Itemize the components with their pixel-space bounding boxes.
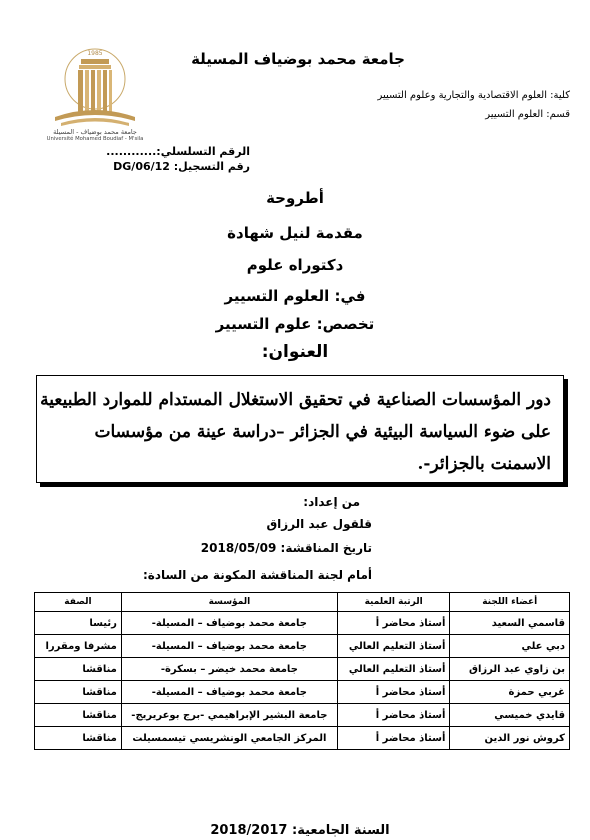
university-name: جامعة محمد بوضياف المسيلة	[191, 50, 405, 68]
member-institution: جامعة محمد بوضياف – المسيلة-	[121, 612, 337, 635]
member-name: غربي حمزة	[450, 681, 570, 704]
member-institution: جامعة محمد خيضر – بسكرة-	[121, 658, 337, 681]
member-role: مناقشا	[35, 704, 122, 727]
table-row	[35, 658, 570, 681]
member-institution: جامعة محمد بوضياف – المسيلة-	[121, 681, 337, 704]
thesis-field: في: العلوم التسيير	[224, 287, 366, 305]
table-row	[35, 635, 570, 658]
faculty-name: كلية: العلوم الاقتصادية والتجارية وعلوم التسيير	[377, 90, 570, 101]
thesis-title-line: الاسمنت بالجزائر-.	[417, 454, 551, 474]
defense-date: تاريخ المناقشة: 2018/05/09	[200, 541, 372, 555]
table-row	[35, 727, 570, 750]
logo-name-ar: جامعة محمد بوضياف - المسيلة	[53, 128, 137, 136]
table-row	[35, 681, 570, 704]
thesis-specialty: تخصص: علوم التسيير	[215, 315, 375, 333]
table-row	[35, 704, 570, 727]
academic-year: السنة الجامعية: 2018/2017	[210, 823, 390, 838]
thesis-type: أطروحة	[266, 189, 324, 207]
prepared-by-label: من إعداد:	[303, 495, 360, 509]
member-role: مناقشا	[35, 681, 122, 704]
thesis-title-line: على ضوء السياسة البيئية في الجزائر –دراسة عينة من مؤسسات	[94, 422, 551, 442]
member-institution: المركز الجامعي الونشريسي تيسمسيلت	[121, 727, 337, 750]
department-name: قسم: العلوم التسيير	[485, 109, 570, 120]
logo-name-fr: Université Mohamed Boudiaf - M'sila	[46, 136, 144, 142]
member-rank: أستاذ محاضر أ	[337, 727, 450, 750]
university-logo	[35, 45, 155, 140]
thesis-submitted: مقدمة لنيل شهادة	[227, 224, 363, 242]
member-role: مناقشا	[35, 658, 122, 681]
member-rank: أستاذ التعليم العالي	[337, 635, 450, 658]
table-header-row	[35, 593, 570, 612]
member-rank: أستاذ محاضر أ	[337, 681, 450, 704]
jury-intro: أمام لجنة المناقشة المكونة من السادة:	[142, 568, 372, 582]
member-role: مناقشا	[35, 727, 122, 750]
member-rank: أستاذ محاضر أ	[337, 612, 450, 635]
member-rank: أستاذ التعليم العالي	[337, 658, 450, 681]
member-role: رئيسا	[35, 612, 122, 635]
column-header-rank: الرتبة العلمية	[337, 593, 450, 612]
thesis-title-box	[36, 375, 564, 483]
member-role: مشرفا ومقررا	[35, 635, 122, 658]
column-header-member: أعضاء اللجنة	[450, 593, 570, 612]
column-header-role: الصفة	[35, 593, 122, 612]
jury-table	[34, 592, 570, 750]
table-row	[35, 612, 570, 635]
thesis-degree: دكتوراه علوم	[246, 256, 344, 274]
thesis-title-line: دور المؤسسات الصناعية في تحقيق الاستغلال المستدام للموارد الطبيعية	[40, 390, 551, 410]
member-name: قاسمي السعيد	[450, 612, 570, 635]
author-name: قلقول عبد الرزاق	[266, 517, 372, 531]
member-name: بن زاوي عبد الرزاق	[450, 658, 570, 681]
member-rank: أستاذ محاضر أ	[337, 704, 450, 727]
registration-number: رقم التسجيل: DG/06/12	[113, 160, 250, 173]
member-institution: جامعة محمد بوضياف – المسيلة-	[121, 635, 337, 658]
member-name: كروش نور الدين	[450, 727, 570, 750]
member-name: قايدي خميسي	[450, 704, 570, 727]
member-name: دبي علي	[450, 635, 570, 658]
title-label: العنوان:	[261, 342, 329, 362]
column-header-institution: المؤسسة	[121, 593, 337, 612]
serial-number: الرقم التسلسلي:............	[106, 145, 250, 158]
logo-year: 1985	[87, 50, 103, 57]
member-institution: جامعة البشير الإبراهيمي -برج بوعريريج-	[121, 704, 337, 727]
